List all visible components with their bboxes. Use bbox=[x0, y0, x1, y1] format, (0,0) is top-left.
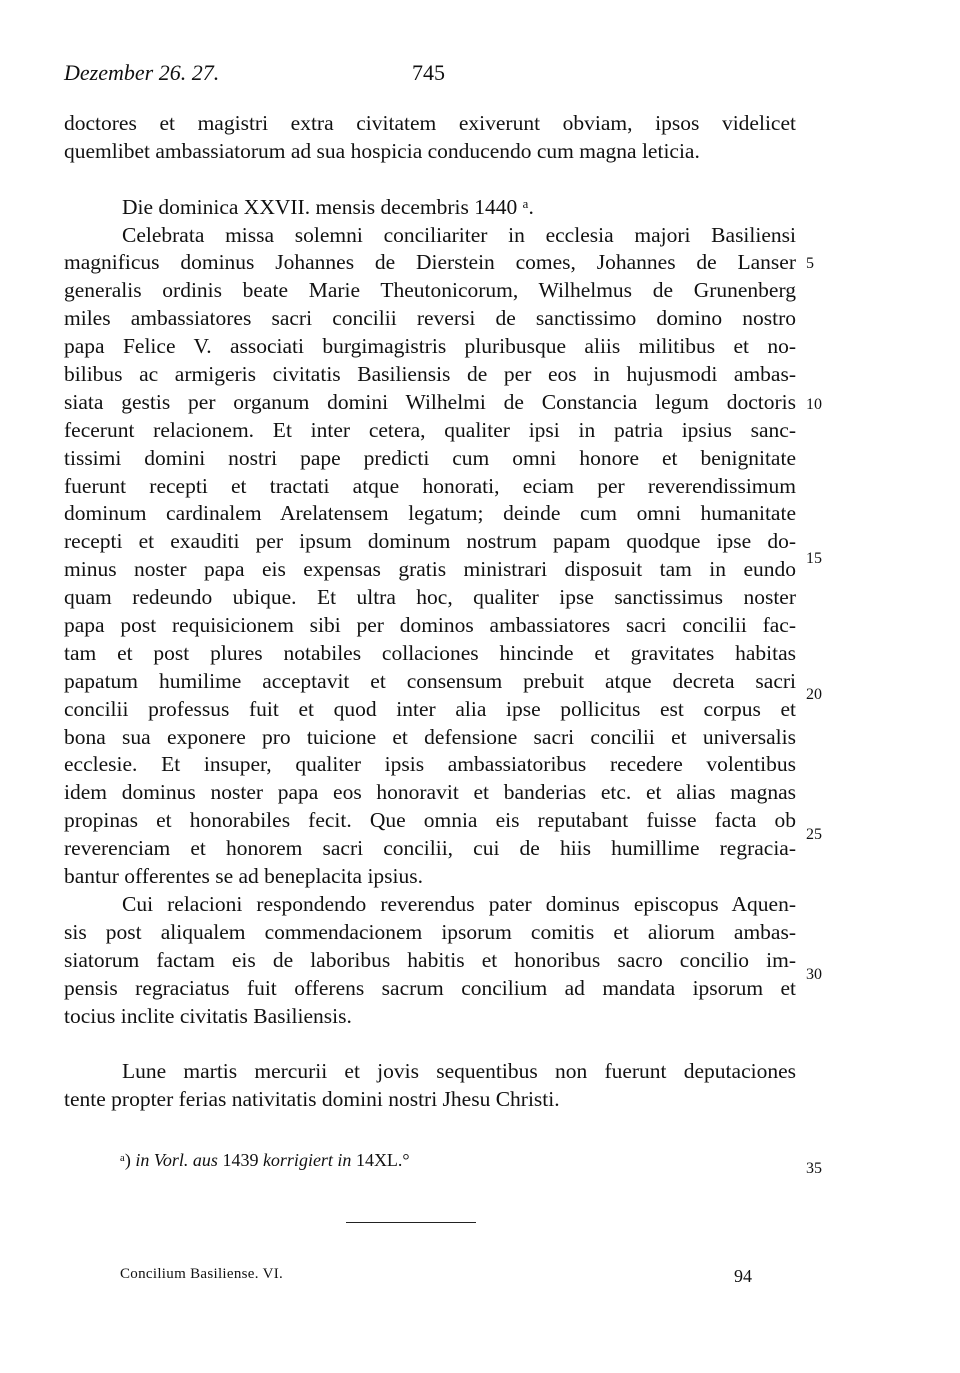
running-title: Dezember 26. 27. bbox=[64, 60, 220, 85]
text-line: propinas et honorabiles fecit. Que omnia eis reputabant fuisse facta ob bbox=[64, 808, 796, 833]
text-line: Celebrata missa solemni conciliariter in ecclesia majori Basiliensi bbox=[122, 222, 796, 247]
series-title: Concilium Basiliense. VI. bbox=[120, 1266, 284, 1282]
text-line: fuerunt recepti et tractati atque honorati, eciam per reverendissimum bbox=[64, 473, 796, 498]
text-line: doctores et magistri extra civitatem exiverunt obviam, ipsos videlicet bbox=[64, 111, 796, 135]
footnote-text: in Vorl. aus bbox=[135, 1150, 218, 1170]
text-line: quemlibet ambassiatorum ad sua hospicia conducendo cum magna leticia. bbox=[64, 138, 700, 163]
line-number: 25 bbox=[806, 826, 822, 843]
text-line: siata gestis per organum domini Wilhelmi de Constancia legum doctoris bbox=[64, 389, 796, 414]
sheet-number: 94 bbox=[734, 1266, 752, 1286]
text-line: sis post aliqualem commendacionem ipsorum comitis et aliorum ambas- bbox=[64, 919, 796, 944]
text-line: pensis regraciatus fuit offerens sacrum concilium ad mandata ipsorum et bbox=[64, 975, 796, 1000]
line-number: 30 bbox=[806, 966, 822, 983]
text-line: magnificus dominus Johannes de Dierstein comes, Johannes de Lanser bbox=[64, 250, 796, 275]
text-line: minus noster papa eis expensas gratis ministrari disposuit tam in eundo bbox=[64, 557, 796, 582]
footnote-text: korrigiert in bbox=[262, 1150, 352, 1170]
main-text bbox=[64, 110, 796, 1114]
footnote-marker: ᵃ) bbox=[120, 1150, 131, 1170]
text-line: reverenciam et honorem sacri concilii, cui de hiis humillime regracia- bbox=[64, 836, 796, 861]
page-number: 745 bbox=[412, 60, 445, 85]
text-line: tam et post plures notabiles collaciones hincinde et gravitates habitas bbox=[64, 640, 796, 665]
footnote bbox=[120, 1150, 410, 1171]
text-line: bona sua exponere pro tuicione et defensione sacri concilii et universalis bbox=[64, 724, 796, 749]
text-line: papa Felice V. associati burgimagistris pluribusque aliis militibus et no- bbox=[64, 334, 796, 359]
line-number: 5 bbox=[806, 255, 814, 272]
text-line: Cui relacioni respondendo reverendus pater dominus episcopus Aquen- bbox=[122, 891, 796, 916]
text-line: recepti et exauditi per ipsum dominum nostrum papam quodque ipse do- bbox=[64, 529, 796, 554]
dateline: Die dominica XXVII. mensis decembris 1440 ᵃ. bbox=[122, 194, 534, 219]
text-line: dominum cardinalem Arelatensem legatum; deinde cum omni humanitate bbox=[64, 501, 796, 526]
line-number: 35 bbox=[806, 1160, 822, 1177]
line-number: 10 bbox=[806, 396, 822, 413]
page-header bbox=[64, 56, 796, 92]
text-line: fecerunt relacionem. Et inter cetera, qualiter ipsi in patria ipsius sanc- bbox=[64, 417, 796, 442]
text-line: tocius inclite civitatis Basiliensis. bbox=[64, 1003, 352, 1028]
text-line: tente propter ferias nativitatis domini nostri Jhesu Christi. bbox=[64, 1087, 560, 1112]
text-line: siatorum factam eis de laboribus habitis et honoribus sacro concilio im- bbox=[64, 947, 796, 972]
footnote-correction: 14XL.° bbox=[355, 1150, 410, 1170]
text-line: bilibus ac armigeris civitatis Basiliensis de per eos in hujusmodi ambas- bbox=[64, 362, 796, 387]
text-line: papatum humilime acceptavit et consensum prebuit atque decreta sacri bbox=[64, 668, 796, 693]
text-line: miles ambassiatores sacri concilii reversi de sanctissimo domino nostro bbox=[64, 306, 796, 331]
footnote-year: 1439 bbox=[222, 1150, 259, 1170]
text-line: Lune martis mercurii et jovis sequentibus non fuerunt deputaciones bbox=[122, 1059, 796, 1084]
line-number: 15 bbox=[806, 550, 822, 567]
text-line: ecclesie. Et insuper, qualiter ipsis ambassiatoribus recedere volentibus bbox=[64, 752, 796, 777]
text-line: bantur offerentes se ad beneplacita ipsius. bbox=[64, 864, 424, 889]
divider bbox=[346, 1222, 476, 1223]
text-line: quam redeundo ubique. Et ultra hoc, qualiter ipse sanctissimus noster bbox=[64, 585, 796, 610]
text-line: papa post requisicionem sibi per dominos ambassiatores sacri concilii fac- bbox=[64, 613, 796, 638]
text-line: generalis ordinis beate Marie Theutonicorum, Wilhelmus de Grunenberg bbox=[64, 278, 796, 303]
text-line: tissimi domini nostri pape predicti cum omni honore et benignitate bbox=[64, 445, 796, 470]
line-number: 20 bbox=[806, 686, 822, 703]
text-line: concilii professus fuit et quod inter alia ipse pollicitus est corpus et bbox=[64, 696, 796, 721]
text-line: idem dominus noster papa eos honoravit et banderias etc. et alias magnas bbox=[64, 780, 796, 805]
